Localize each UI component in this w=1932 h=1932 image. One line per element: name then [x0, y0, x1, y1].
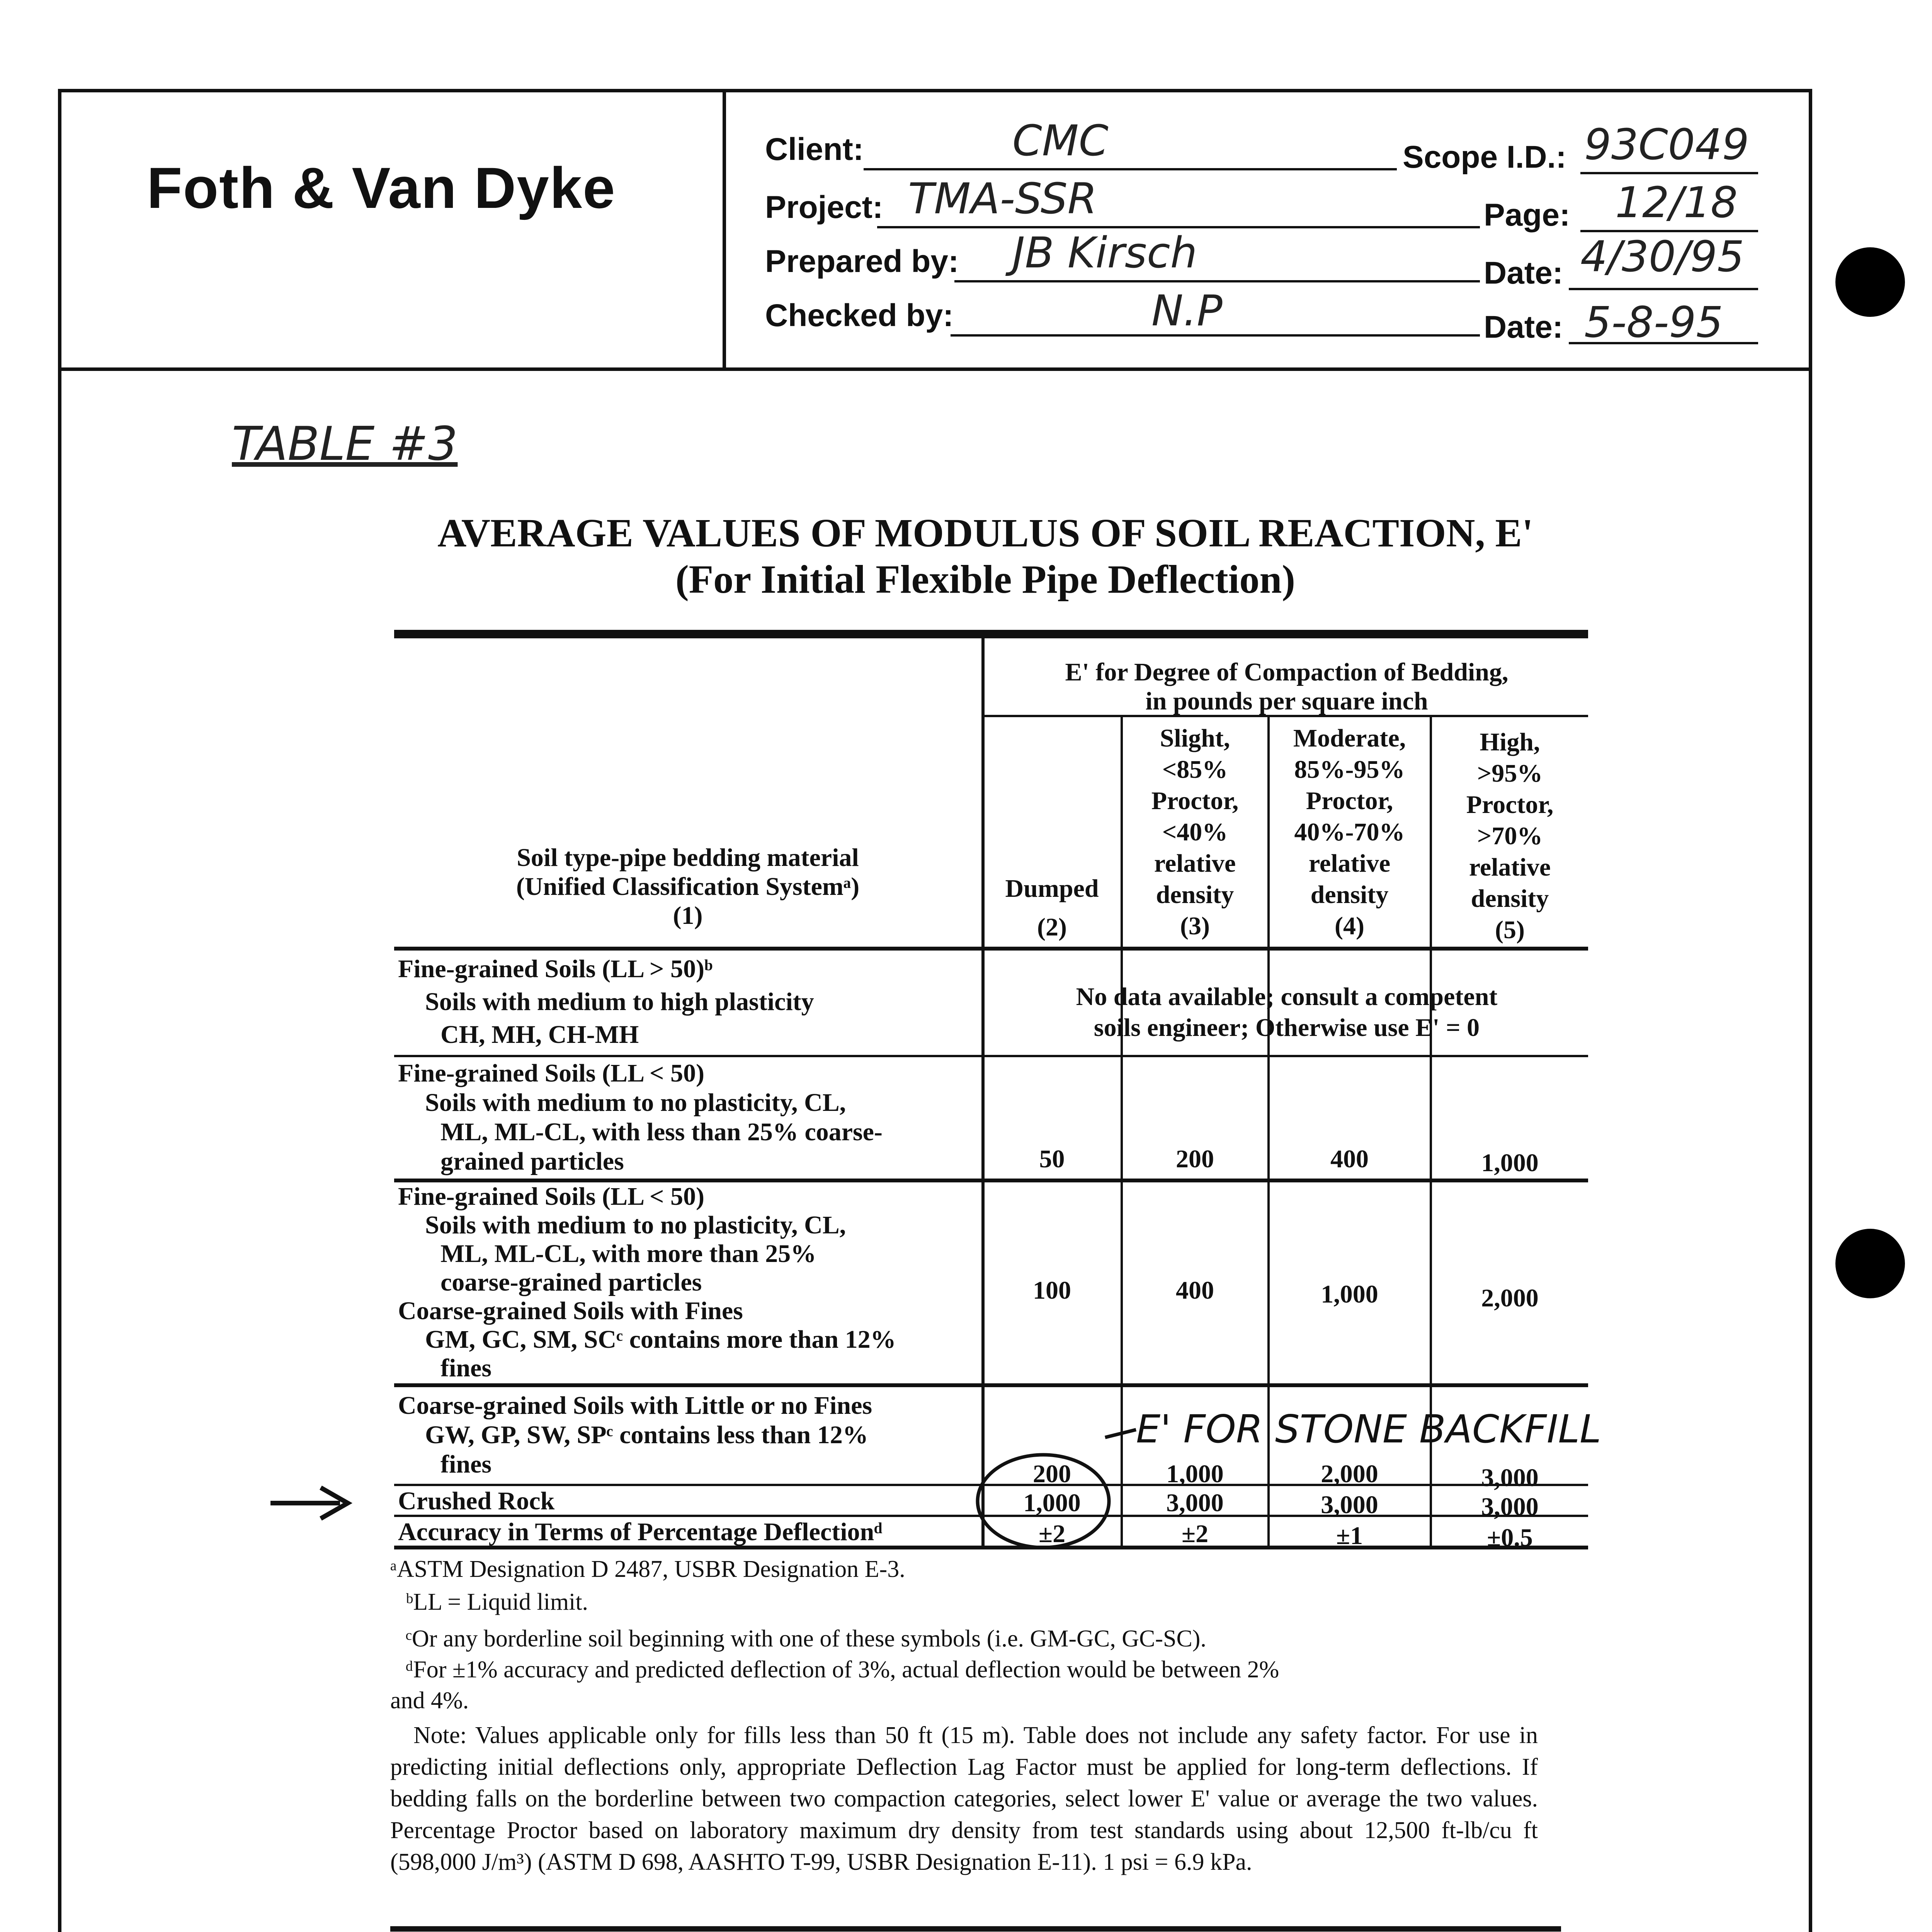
row2-moderate: 400 [1330, 1145, 1369, 1173]
col4-line: Proctor, [1306, 787, 1393, 815]
row4-high: 3,000 [1481, 1464, 1539, 1492]
scope-value: 93C049 [1584, 120, 1749, 169]
row6-accuracy-label: Accuracy in Terms of Percentage Deflectionᵈ [398, 1518, 883, 1546]
row3-dumped: 100 [1033, 1276, 1071, 1304]
row2-line: Fine-grained Soils (LL < 50) [398, 1059, 704, 1087]
footnote-a: ᵃASTM Designation D 2487, USBR Designation E-3. [390, 1556, 905, 1582]
prepared-signature: JB Kirsch [1012, 228, 1197, 277]
col4-line: Moderate, [1293, 724, 1406, 752]
row6-moderate: ±1 [1336, 1522, 1363, 1550]
row6-high: ±0.5 [1487, 1524, 1533, 1552]
row2-high: 1,000 [1481, 1149, 1539, 1177]
row2-line: ML, ML-CL, with less than 25% coarse- [440, 1118, 883, 1146]
title-line-1: AVERAGE VALUES OF MODULUS OF SOIL REACTION, E' [437, 511, 1533, 555]
col2-header: Dumped [1005, 874, 1099, 903]
row6-slight: ±2 [1181, 1520, 1209, 1548]
row1-line: Soils with medium to high plasticity [425, 988, 814, 1016]
col3-line: relative [1154, 849, 1236, 878]
col5-line: Proctor, [1466, 791, 1554, 819]
row2-line: grained particles [440, 1147, 624, 1175]
row4-dumped: 200 [1033, 1460, 1071, 1488]
title-line-2: (For Initial Flexible Pipe Deflection) [675, 557, 1295, 602]
project-value: TMA-SSR [908, 174, 1097, 223]
col4-line: relative [1308, 849, 1391, 878]
col1-header-line-2: (Unified Classification Systemᵃ) [516, 872, 860, 901]
col3-line: <40% [1162, 818, 1228, 846]
row2-slight: 200 [1176, 1145, 1214, 1173]
col4-line: 85%-95% [1294, 755, 1405, 784]
row2-dumped: 50 [1039, 1145, 1065, 1173]
row4-moderate: 2,000 [1321, 1460, 1378, 1488]
col5-line: >95% [1477, 759, 1543, 787]
col3-line: Slight, [1160, 724, 1230, 752]
footnote-d-continued: and 4%. [390, 1687, 469, 1714]
col3-number: (3) [1180, 912, 1210, 940]
row3-slight: 400 [1176, 1276, 1214, 1304]
footnote-d: ᵈFor ±1% accuracy and predicted deflection of 3%, actual deflection would be between 2% [406, 1656, 1279, 1683]
table-label: TABLE #3 [232, 417, 458, 471]
col2-header-number: (2) [1037, 913, 1067, 941]
page-value: 12/18 [1615, 178, 1738, 227]
row5-high: 3,000 [1481, 1493, 1539, 1521]
row4-line: Coarse-grained Soils with Little or no Fines [398, 1391, 872, 1420]
checked-signature: N.P [1151, 286, 1223, 335]
date1-value: 4/30/95 [1580, 232, 1745, 281]
col5-line: High, [1480, 728, 1540, 756]
col3-line: density [1156, 881, 1234, 909]
group-header-line-2: in pounds per square inch [1145, 687, 1428, 715]
row5-slight: 3,000 [1166, 1489, 1224, 1517]
row5-moderate: 3,000 [1321, 1491, 1378, 1519]
circle-annotation [978, 1455, 1109, 1548]
client-value: CMC [1012, 116, 1109, 165]
col5-number: (5) [1495, 916, 1525, 944]
source-rule [390, 1926, 1561, 1932]
row6-dumped: ±2 [1038, 1520, 1066, 1548]
col4-line: 40%-70% [1294, 818, 1405, 846]
date2-label: Date: [1484, 310, 1563, 345]
date1-label: Date: [1484, 255, 1563, 291]
col5-line: >70% [1477, 822, 1543, 850]
row1-no-data-line-2: soils engineer; Otherwise use E' = 0 [1094, 1014, 1480, 1042]
col5-line: density [1471, 884, 1549, 913]
prepared-label: Prepared by: [765, 244, 959, 279]
row4-line: GW, GP, SW, SPᶜ contains less than 12% [425, 1421, 868, 1449]
row2-line: Soils with medium to no plasticity, CL, [425, 1088, 846, 1117]
row3-line: Fine-grained Soils (LL < 50) [398, 1182, 704, 1211]
row4-slight: 1,000 [1166, 1460, 1224, 1488]
group-header-line-1: E' for Degree of Compaction of Bedding, [1065, 658, 1509, 686]
col4-line: density [1310, 881, 1389, 909]
col5-line: relative [1469, 853, 1551, 881]
row4-line: fines [440, 1450, 492, 1478]
row3-line: Soils with medium to no plasticity, CL, [425, 1211, 846, 1239]
row1-no-data-line-1: No data available; consult a competent [1076, 983, 1498, 1011]
col1-header-number: (1) [673, 901, 703, 930]
row3-line: coarse-grained particles [440, 1268, 702, 1296]
row1-line: Fine-grained Soils (LL > 50)ᵇ [398, 955, 713, 983]
row3-line: GM, GC, SM, SCᶜ contains more than 12% [425, 1325, 896, 1354]
row3-moderate: 1,000 [1321, 1280, 1378, 1308]
col3-line: <85% [1162, 755, 1228, 784]
col1-header-line-1: Soil type-pipe bedding material [517, 844, 859, 872]
row1-line: CH, MH, CH-MH [440, 1020, 639, 1049]
page-label: Page: [1484, 197, 1570, 233]
date2-value: 5-8-95 [1584, 298, 1723, 347]
col3-line: Proctor, [1151, 787, 1239, 815]
table-note: Note: Values applicable only for fills less than 50 ft (15 m). Table does not include any safety factor. For use in predicting initial deflections only, appropriate Deflection Lag Factor must be applied for long-term deflections. If bedding falls on the borderline between two compaction categories, select lower E' value or average the two values. Percentage Proctor based on laboratory maximum dry density from test standards using about 12,500 ft-lb/cu ft (598,000 J/m³) (ASTM D 698, AASHTO T-99, USBR Designation E-11). 1 psi = 6.9 kPa. [390, 1722, 1538, 1875]
checked-label: Checked by: [765, 298, 954, 333]
row3-line: ML, ML-CL, with more than 25% [440, 1240, 816, 1268]
row5-dumped: 1,000 [1023, 1489, 1081, 1517]
stone-backfill-annotation: E' FOR STONE BACKFILL [1136, 1406, 1601, 1452]
footnote-b: ᵇLL = Liquid limit. [406, 1589, 588, 1615]
col4-number: (4) [1335, 912, 1364, 940]
project-label: Project: [765, 190, 883, 225]
footnote-c: ᶜOr any borderline soil beginning with one of these symbols (i.e. GM-GC, GC-SC). [406, 1626, 1206, 1652]
row3-high: 2,000 [1481, 1284, 1539, 1312]
scope-label: Scope I.D.: [1403, 139, 1566, 175]
client-label: Client: [765, 132, 864, 167]
row3-line: Coarse-grained Soils with Fines [398, 1297, 743, 1325]
annotation-leader [1105, 1430, 1136, 1437]
company-name: Foth & Van Dyke [147, 155, 616, 220]
row3-line: fines [440, 1354, 492, 1382]
row5-soil-type: Crushed Rock [398, 1487, 555, 1515]
